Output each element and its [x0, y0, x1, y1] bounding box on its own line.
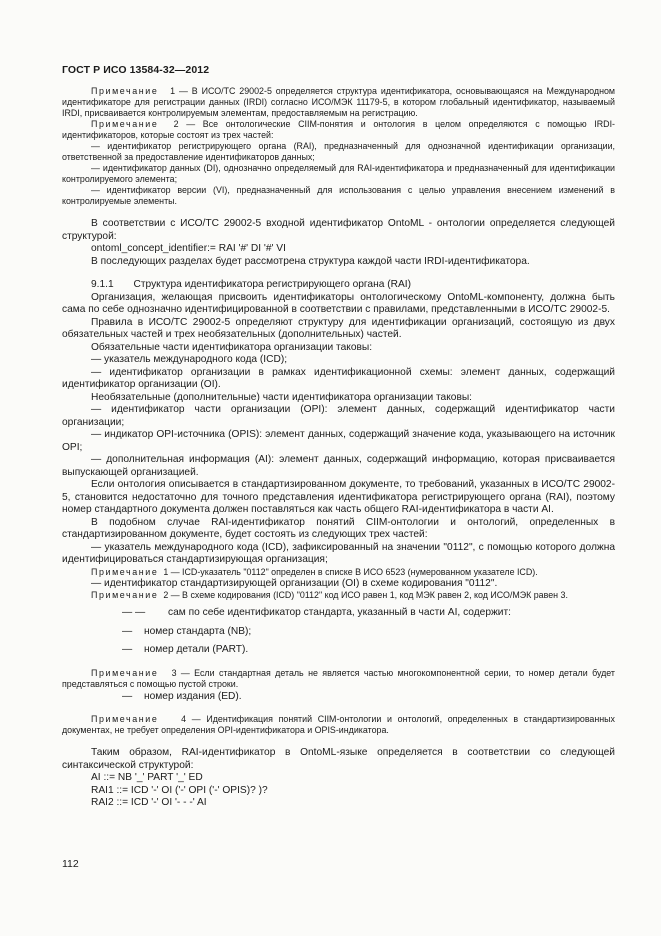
section-number: 9.1.1 — [91, 279, 114, 290]
note-text: — В ИСО/ТС 29002-5 определяется структура идентификатора, основывающаяся на Международном идентификаторе для регистрации данных (IRDI) согласно ИСО/МЭК 11179-5, в котором глобальный идентификатор, называемый IRDI, присваивается контролируемым элементам, предоставляемым на регистрацию. — [62, 86, 616, 118]
document-header: ГОСТ Р ИСО 13584-32—2012 — [62, 64, 210, 76]
note-text: — Идентификация понятий CIIM-онтологии и онтологий, определенных в стандартизированных документах, не требует определения OPI-идентификатора и OPIS-индикатора. — [62, 714, 615, 735]
note-2-item: — идентификатор данных (DI), однозначно определяемый для RAI-идентификатора и предназначенный для идентификации контролируемого элемента; — [62, 163, 615, 184]
dash-item — [62, 691, 615, 704]
note-1 — [62, 86, 615, 119]
syntax-line: AI ::= NB '_' PART '_' ED — [91, 772, 203, 783]
note-number: 3 — [171, 667, 177, 678]
note-text: — ICD-указатель "0112" определен в списке В ИСО 6523 (нумерованном указателе ICD). — [170, 566, 538, 577]
section-paragraph: Если онтология описывается в стандартизированном документе, то требований, указанных в ИСО/ТС 29002-5, становится недостаточно для точного представления идентификатора регистрирующего органа (RAI), поэтому номер стандартного документа должен поставляться как часть общего RAI-идентификатора в части AI. — [62, 479, 615, 515]
section-paragraph: Необязательные (дополнительные) части идентификатора организации таковы: — [91, 391, 473, 403]
note-2-item: — идентификатор регистрирующего органа (RAI), предназначенный для однозначной идентификации организации, ответственной за предоставление идентификаторов данных; — [62, 141, 615, 162]
syntax-line: RAI1 ::= ICD '-' OI ('-' OPI ('-' OPIS)? )? — [91, 784, 268, 796]
section-paragraph: Организация, желающая присвоить идентификаторы онтологическому OntoML-компоненту, должна быть сама по себе однозначно идентифицированной в соответствии с правилами, представленными в ИСО/ТС 29002-5. — [62, 291, 615, 315]
dash-marker: — — — [122, 607, 146, 618]
note-d — [62, 714, 615, 736]
note-number: 2 — [173, 119, 179, 129]
note-number: 1 — [163, 566, 169, 577]
note-label: Примечание — [91, 667, 159, 678]
note-label: Примечание — [91, 566, 159, 577]
mandatory-item: — идентификатор организации в рамках идентификационной схемы: элемент данных, содержащий идентификатор организации (OI). — [62, 366, 615, 390]
dash-text: сам по себе идентификатор стандарта, указанный в части AI, содержит: — [168, 607, 511, 618]
three-part-item: — идентификатор стандартизирующей организации (OI) в схеме кодирования "0112". — [91, 577, 498, 589]
optional-item: — дополнительная информация (AI): элемент данных, содержащий информацию, которая присваивается выпускающей организацией. — [62, 454, 615, 478]
note-label: Примечание — [91, 714, 159, 724]
section-paragraph: В подобном случае RAI-идентификатор понятий CIIM-онтологии и онтологий, определенных в стандартизированном документе, будет состоять из следующих трех частей: — [62, 516, 615, 540]
note-label: Примечание — [91, 86, 159, 96]
section-heading — [62, 279, 615, 292]
note-a — [62, 567, 615, 578]
dash-text: номер стандарта (NB); — [144, 625, 252, 637]
intro-paragraph-2: В последующих разделах будет рассмотрена структура каждой части IRDI-идентификатора. — [91, 255, 530, 267]
dash-item — [62, 644, 615, 657]
optional-item: — идентификатор части организации (OPI): элемент данных, содержащий идентификатор части организации; — [62, 404, 615, 428]
dash-marker: — — [122, 644, 133, 655]
note-label: Примечание — [91, 119, 159, 129]
optional-item: — индикатор OPI-источника (OPIS): элемент данных, содержащий значение кода, указывающего на источник OPI; — [62, 429, 615, 453]
note-number: 2 — [163, 590, 169, 600]
note-c — [62, 668, 615, 690]
note-text: — Если стандартная деталь не является частью многокомпонентной серии, то номер детали будет представляться с помощью пустой строки. — [62, 667, 615, 689]
dash-item — [62, 607, 615, 620]
page-number: 112 — [62, 858, 79, 870]
dash-marker: — — [122, 625, 133, 637]
section-paragraph: Обязательные части идентификатора организации таковы: — [91, 341, 373, 353]
dash-item — [62, 626, 615, 639]
note-b — [62, 590, 615, 601]
dash-text: номер издания (ED). — [144, 690, 242, 702]
three-part-item: — указатель международного кода (ICD), зафиксированный на значении "0112", с помощью которого должна идентифицироваться стандартизирующая организация; — [62, 541, 615, 565]
note-text: — В схеме кодирования (ICD) "0112" код ИСО равен 1, код МЭК равен 2, код ИСО/МЭК равен 3. — [170, 590, 568, 600]
section-paragraph: Правила в ИСО/ТС 29002-5 определяют структуру для идентификации организаций, состоящую из двух обязательных частей и трех необязательных (дополнительных) частей. — [62, 316, 615, 340]
section-paragraph: Таким образом, RAI-идентификатор в OntoML-языке определяется в соответствии со следующей синтаксической структурой: — [62, 747, 615, 771]
mandatory-item: — указатель международного кода (ICD); — [91, 354, 288, 365]
syntax-line: RAI2 ::= ICD '-' OI '- - -' AI — [91, 797, 207, 808]
dash-text: номер детали (PART). — [144, 644, 249, 655]
note-number: 1 — [170, 86, 176, 96]
note-2 — [62, 119, 615, 141]
note-2-item: — идентификатор версии (VI), предназначенный для использования с целью управления внесением изменений в контролируемые элементы. — [62, 185, 615, 206]
note-label: Примечание — [91, 590, 159, 600]
dash-marker: — — [122, 690, 133, 702]
intro-code: ontoml_concept_identifier:= RAI '#' DI '#' VI — [91, 243, 286, 254]
document-body — [62, 86, 615, 810]
section-title: Структура идентификатора регистрирующего органа (RAI) — [133, 279, 411, 290]
note-number: 4 — [181, 714, 187, 724]
note-text: — Все онтологические CIIM-понятия и онтология в целом определяются с помощью IRDI-идентификаторов, которые состоят из трех частей: — [62, 119, 616, 140]
intro-paragraph: В соответствии с ИСО/ТС 29002-5 входной идентификатор OntoML - онтологии определяется следующей структурой: — [62, 218, 615, 242]
